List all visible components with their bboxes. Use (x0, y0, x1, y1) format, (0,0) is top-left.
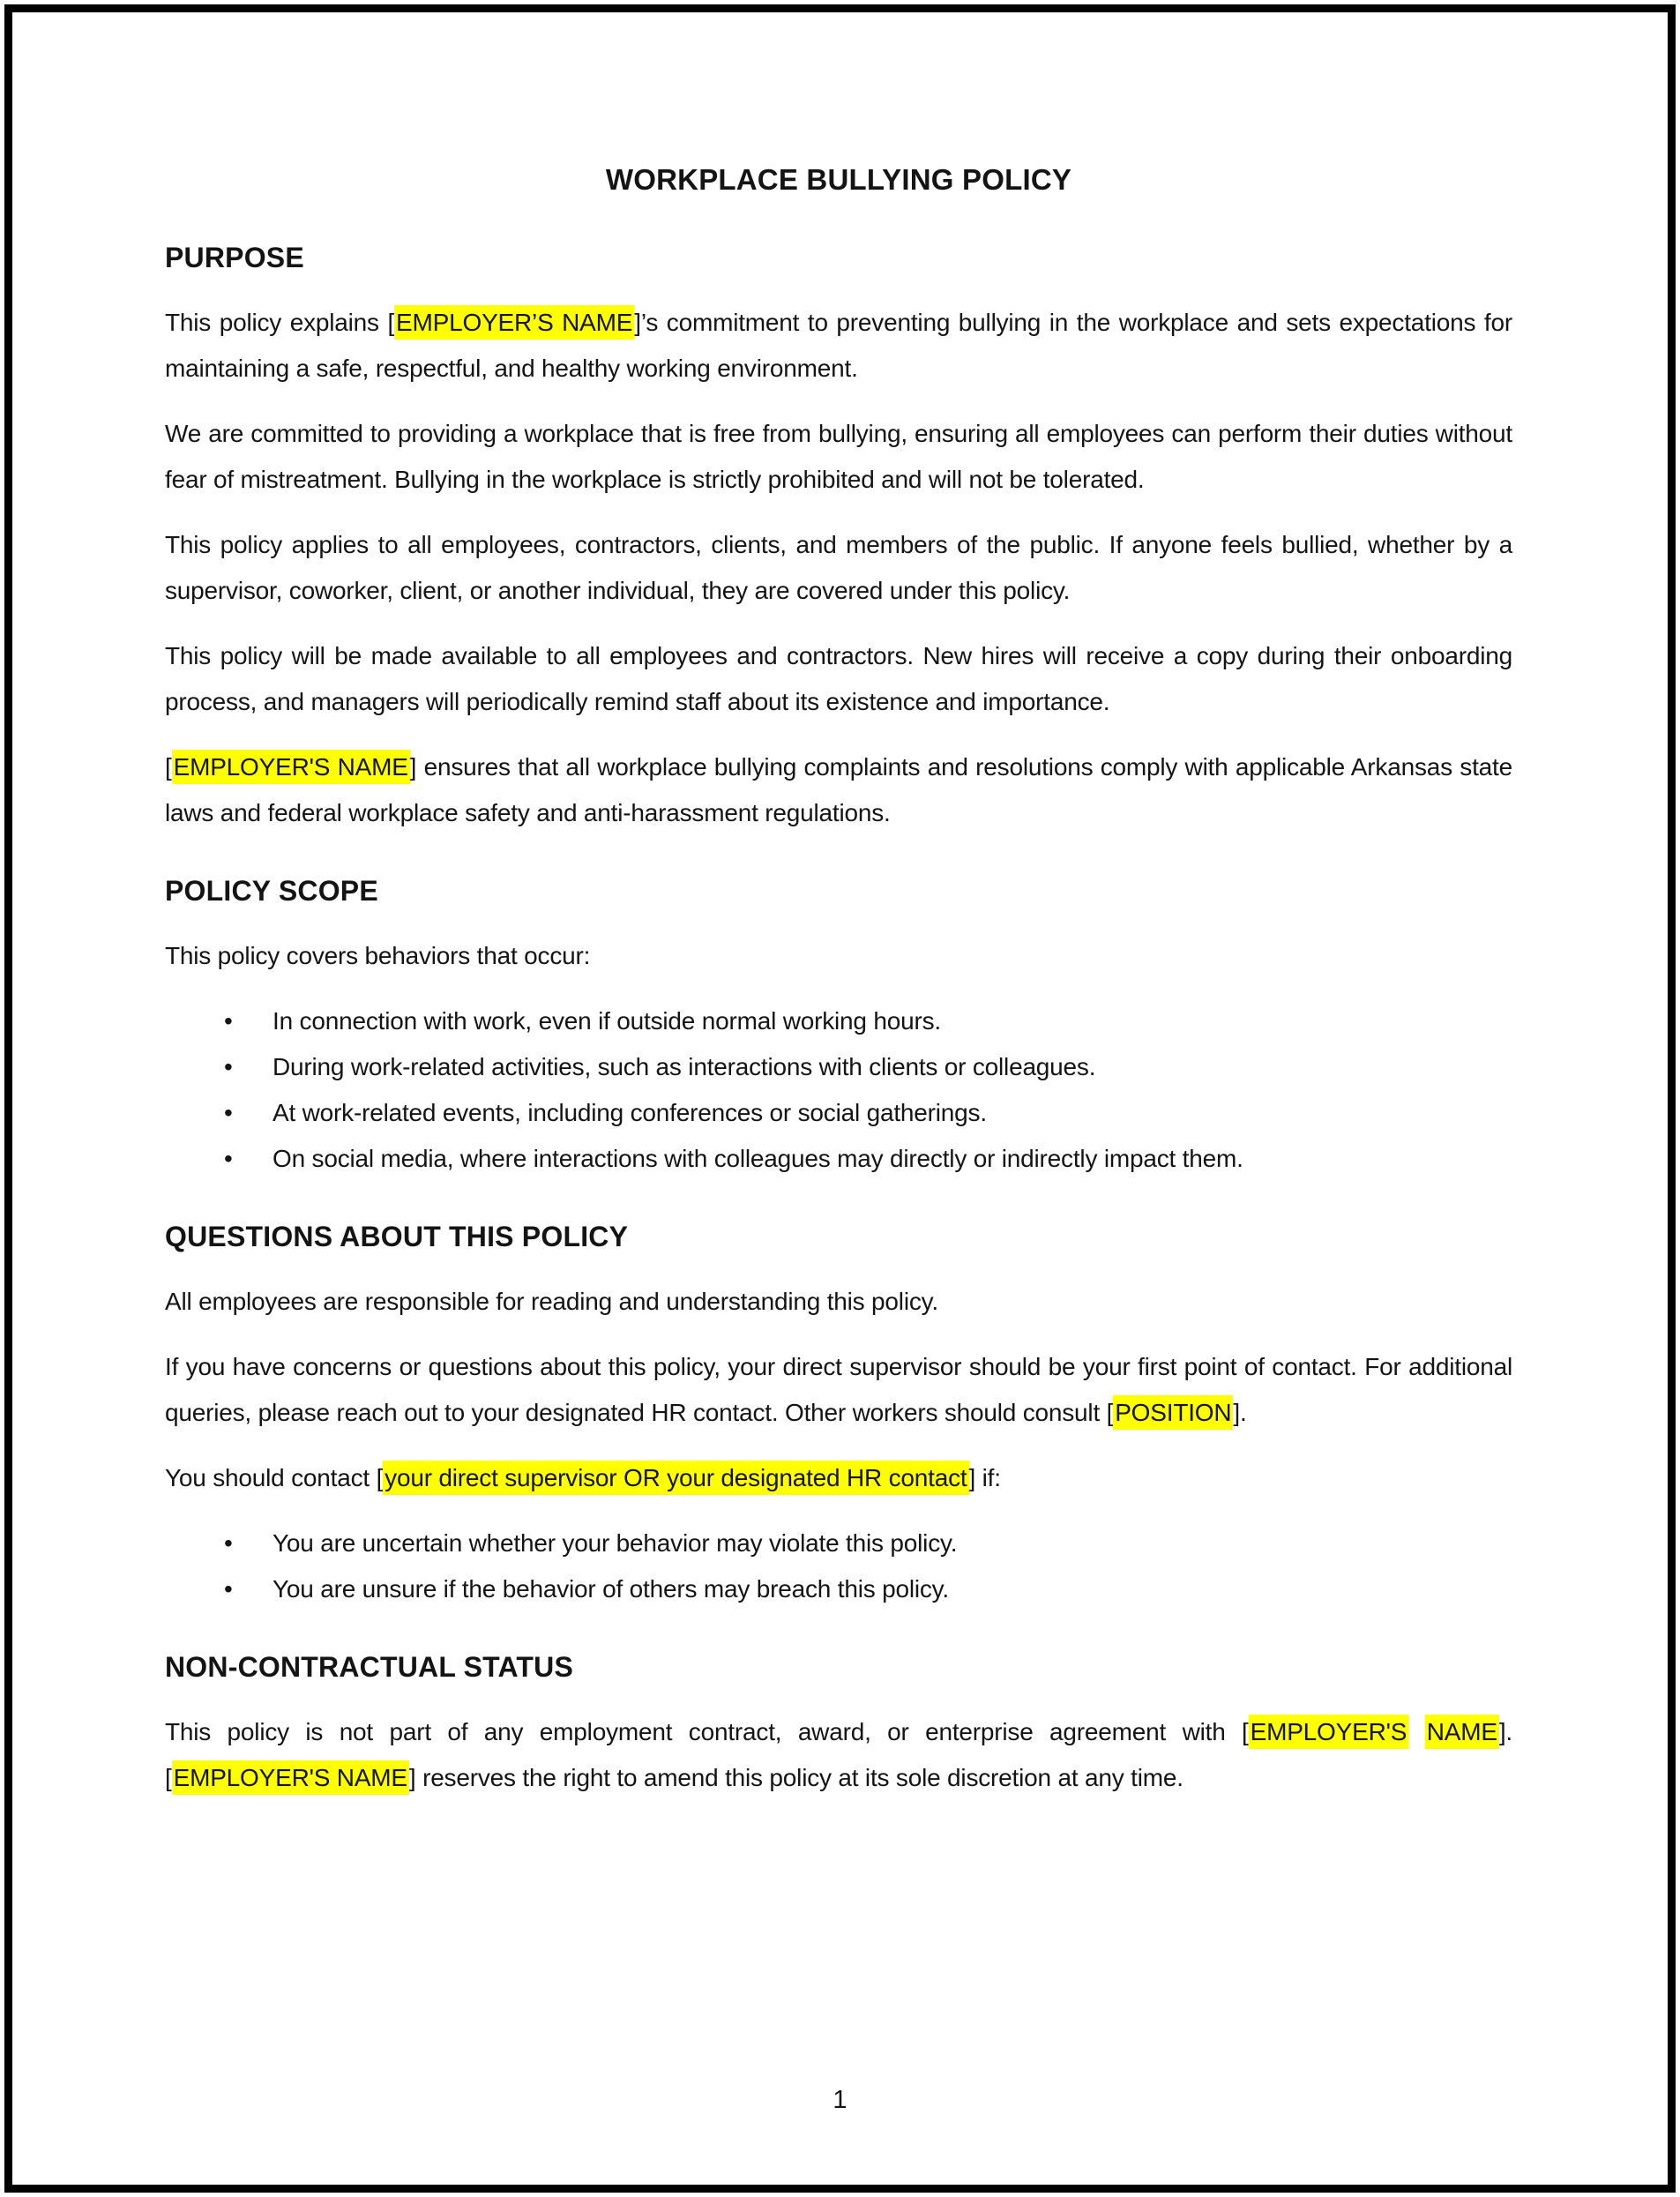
text-run: If you have concerns or questions about this policy, your direct supervisor should be your first point of contact. For additional queries, please reach out to your designated HR contact. Other workers should consult [ (165, 1353, 1512, 1426)
text-run: We are committed to providing a workplace that is free from bullying, ensuring all employees can perform their duties without fear of mistreatment. Bullying in the workplace is strictly prohibited and will not be tolerated. (165, 420, 1512, 493)
bullet-item (273, 1136, 1512, 1182)
text-run (1408, 1718, 1424, 1745)
bullet-list (165, 998, 1512, 1182)
text-run: This policy is not part of any employment contract, award, or enterprise agreement with [ (165, 1718, 1249, 1745)
bullet-item (273, 1044, 1512, 1090)
document-title: WORKPLACE BULLYING POLICY (605, 163, 1072, 196)
text-run: ]’s commitment to preventing bullying in the workplace and sets expectations for maintaining a safe, respectful, and healthy working environment. (165, 309, 1512, 382)
paragraph (165, 1344, 1512, 1436)
page-number: 1 (833, 2086, 847, 2114)
text-run: ] ensures that all workplace bullying complaints and resolutions comply with applicable Arkansas state laws and federal workplace safety and anti-harassment regulations. (165, 753, 1512, 826)
bullet-list (165, 1521, 1512, 1612)
section-purpose (165, 235, 1512, 836)
paragraph (165, 933, 1512, 979)
paragraph (165, 744, 1512, 836)
document-content (165, 0, 1512, 1820)
highlighted-text: POSITION (1113, 1395, 1233, 1430)
bullet-item (273, 998, 1512, 1044)
text-run: ] reserves the right to amend this policy at its sole discretion at any time. (408, 1764, 1183, 1791)
paragraph (165, 411, 1512, 503)
highlighted-text: EMPLOYER'S NAME (172, 750, 410, 784)
text-run: You are uncertain whether your behavior may violate this policy. (273, 1529, 958, 1557)
text-run: On social media, where interactions with colleagues may directly or indirectly impact them. (273, 1145, 1243, 1172)
text-run: This policy will be made available to all employees and contractors. New hires will receive a copy during their onboarding process, and managers will periodically remind staff about its existence and importance. (165, 642, 1512, 715)
paragraph (165, 633, 1512, 725)
paragraph (165, 300, 1512, 392)
paragraph (165, 1279, 1512, 1325)
highlighted-text: EMPLOYER'S (1249, 1715, 1409, 1749)
paragraph (165, 522, 1512, 614)
section-heading: PURPOSE (165, 242, 304, 273)
text-run: All employees are responsible for reading and understanding this policy. (165, 1288, 938, 1315)
text-run: ]. (1233, 1399, 1247, 1426)
bullet-item (273, 1566, 1512, 1612)
section-questions (165, 1214, 1512, 1612)
bullet-item (273, 1521, 1512, 1566)
text-run: ] if: (968, 1464, 1001, 1491)
section-heading: NON-CONTRACTUAL STATUS (165, 1651, 574, 1683)
section-heading: POLICY SCOPE (165, 875, 378, 907)
text-run: You are unsure if the behavior of others may breach this policy. (273, 1575, 949, 1603)
text-run: ]. [ (165, 1718, 1512, 1791)
highlighted-text: EMPLOYER’S NAME (394, 305, 634, 340)
section-heading: QUESTIONS ABOUT THIS POLICY (165, 1221, 629, 1252)
text-run: This policy explains [ (165, 309, 395, 336)
text-run: This policy covers behaviors that occur: (165, 942, 591, 969)
highlighted-text: EMPLOYER'S NAME (172, 1760, 409, 1795)
paragraph (165, 1455, 1512, 1501)
text-run: During work-related activities, such as interactions with clients or colleagues. (273, 1053, 1096, 1080)
highlighted-text: your direct supervisor OR your designated HR contact (383, 1461, 968, 1495)
section-policy-scope (165, 868, 1512, 1182)
text-run: In connection with work, even if outside normal working hours. (273, 1007, 941, 1035)
paragraph (165, 1709, 1512, 1801)
text-run: This policy applies to all employees, contractors, clients, and members of the public. If anyone feels bullied, whether by a supervisor, coworker, client, or another individual, they are covered under this policy. (165, 531, 1512, 604)
bullet-item (273, 1090, 1512, 1136)
text-run: You should contact [ (165, 1464, 384, 1491)
text-run: [ (165, 753, 172, 781)
highlighted-text: NAME (1425, 1715, 1499, 1749)
text-run: At work-related events, including conferences or social gatherings. (273, 1099, 987, 1126)
section-non-contractual (165, 1644, 1512, 1801)
